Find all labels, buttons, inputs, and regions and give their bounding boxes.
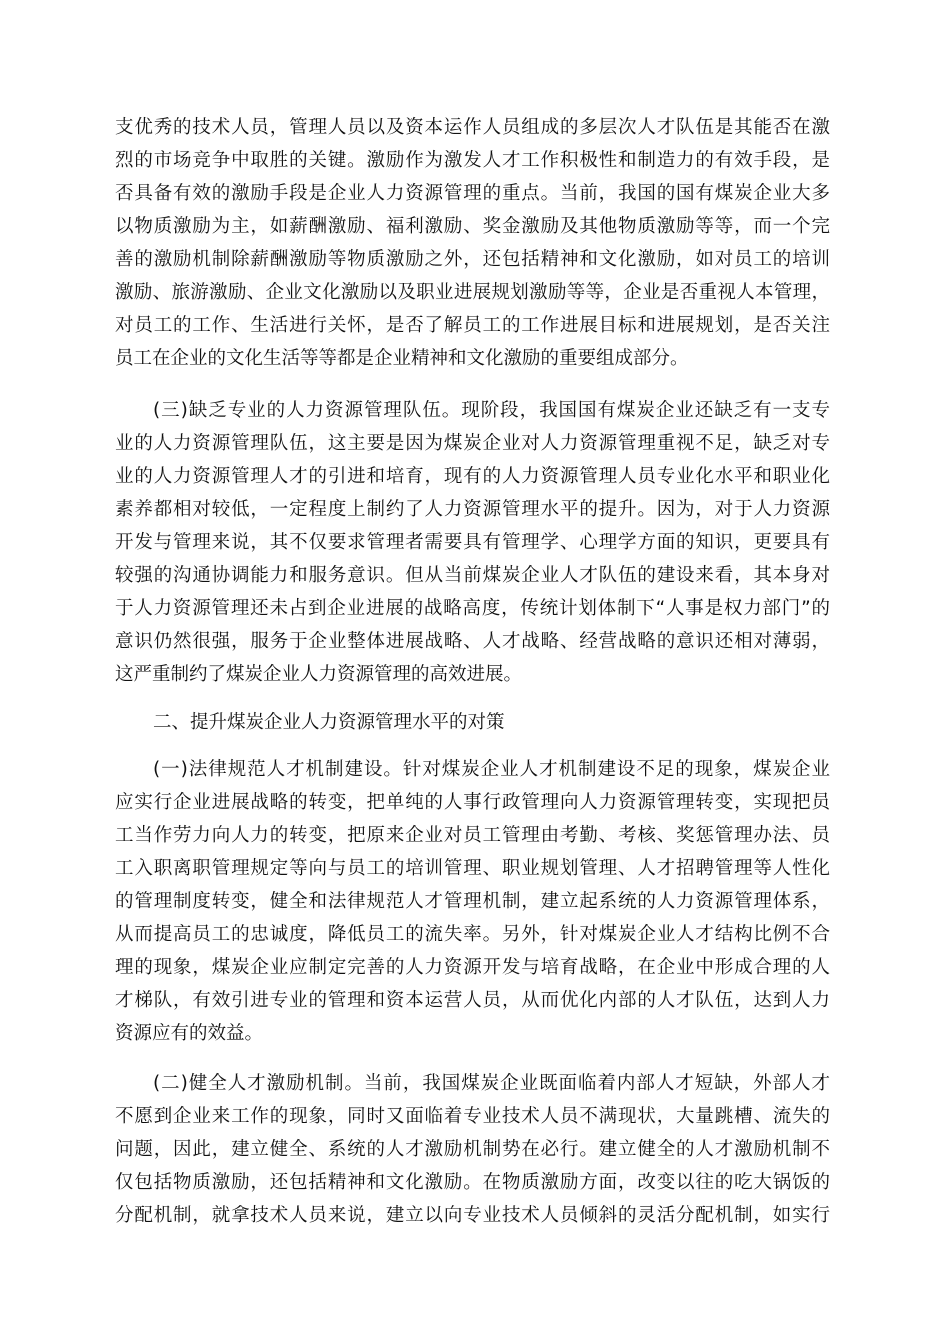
text-line: 支优秀的技术人员，管理人员以及资本运作人员组成的多层次人才队伍是其能否在激 [115,117,830,138]
text-line: 较强的沟通协调能力和服务意识。但从当前煤炭企业人才队伍的建设来看，其本身对 [115,565,830,586]
text-line: 员工在企业的文化生活等等都是企业精神和文化激励的重要组成部分。 [115,348,689,369]
text-line: 开发与管理来说，其不仅要求管理者需要具有管理学、心理学方面的知识，更要具有 [115,532,830,553]
text-line: 才梯队，有效引进专业的管理和资本运营人员，从而优化内部的人才队伍，达到人力 [115,990,830,1011]
text-line: 这严重制约了煤炭企业人力资源管理的高效进展。 [115,664,523,685]
text-line: 业的人力资源管理人才的引进和培育，现有的人力资源管理人员专业化水平和职业化 [115,466,830,487]
text-line: 烈的市场竞争中取胜的关键。激励作为激发人才工作积极性和制造力的有效手段，是 [115,150,830,171]
text-line: 激励、旅游激励、企业文化激励以及职业进展规划激励等等，企业是否重视人本管理， [115,282,830,303]
text-line: 于人力资源管理还未占到企业进展的战略高度，传统计划体制下“人事是权力部门”的 [115,598,830,619]
text-line: 问题，因此，建立健全、系统的人才激励机制势在必行。建立健全的人才激励机制不 [115,1139,830,1160]
text-line: 善的激励机制除薪酬激励等物质激励之外，还包括精神和文化激励，如对员工的培训 [115,249,830,270]
text-line: 分配机制，就拿技术人员来说，建立以向专业技术人员倾斜的灵活分配机制，如实行 [115,1205,830,1226]
text-line: 素养都相对较低，一定程度上制约了人力资源管理水平的提升。因为，对于人力资源 [115,499,830,520]
text-line: (一)法律规范人才机制建设。针对煤炭企业人才机制建设不足的现象，煤炭企业 [153,759,830,780]
heading-text: 二、提升煤炭企业人力资源管理水平的对策 [153,712,505,733]
text-line: 应实行企业进展战略的转变，把单纯的人事行政管理向人力资源管理转变，实现把员 [115,792,830,813]
text-line: 资源应有的效益。 [115,1023,264,1044]
text-line: 从而提高员工的忠诚度，降低员工的流失率。另外，针对煤炭企业人才结构比例不合 [115,924,830,945]
text-line: 工当作劳力向人力的转变，把原来企业对员工管理由考勤、考核、奖惩管理办法、员 [115,825,830,846]
text-line: 业的人力资源管理队伍，这主要是因为煤炭企业对人力资源管理重视不足，缺乏对专 [115,433,830,454]
text-line: 意识仍然很强，服务于企业整体进展战略、人才战略、经营战略的意识还相对薄弱， [115,631,830,652]
text-line: 工入职离职管理规定等向与员工的培训管理、职业规划管理、人才招聘管理等人性化 [115,858,830,879]
text-line: 的管理制度转变，健全和法律规范人才管理机制，建立起系统的人力资源管理体系， [115,891,830,912]
text-line: 不愿到企业来工作的现象，同时又面临着专业技术人员不满现状，大量跳槽、流失的 [115,1106,830,1127]
text-line: 否具备有效的激励手段是企业人力资源管理的重点。当前，我国的国有煤炭企业大多 [115,183,830,204]
text-line: 仅包括物质激励，还包括精神和文化激励。在物质激励方面，改变以往的吃大锅饭的 [115,1172,830,1193]
text-line: 对员工的工作、生活进行关怀，是否了解员工的工作进展目标和进展规划，是否关注 [115,315,830,336]
text-line: (二)健全人才激励机制。当前，我国煤炭企业既面临着内部人才短缺，外部人才 [153,1073,830,1094]
text-line: 以物质激励为主，如薪酬激励、福利激励、奖金激励及其他物质激励等等，而一个完 [115,216,830,237]
text-line: (三)缺乏专业的人力资源管理队伍。现阶段，我国国有煤炭企业还缺乏有一支专 [153,400,830,421]
text-line: 理的现象，煤炭企业应制定完善的人力资源开发与培育战略，在企业中形成合理的人 [115,957,830,978]
